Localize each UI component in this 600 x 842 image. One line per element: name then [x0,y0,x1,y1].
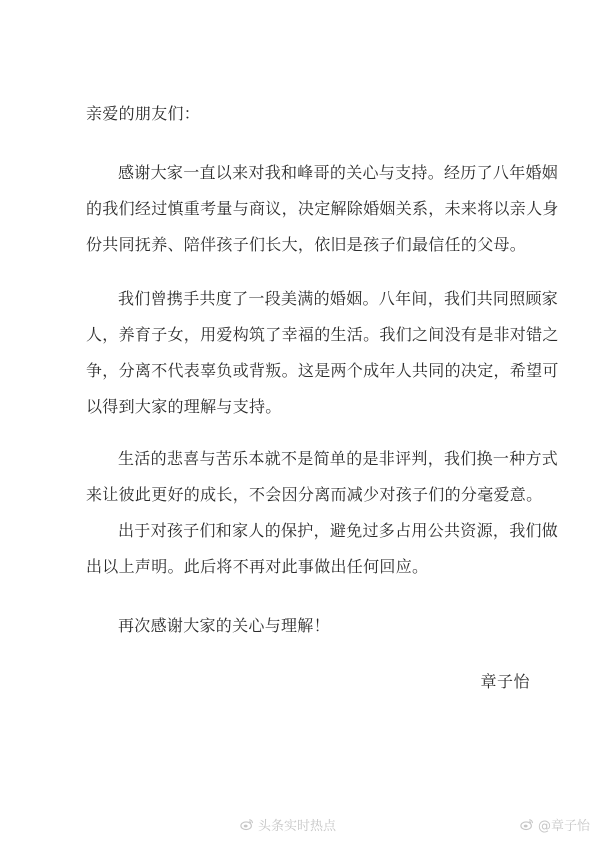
watermark-left [240,814,336,834]
watermark-right [520,814,590,834]
weibo-icon [240,817,254,831]
paragraph-line: 出以上声明。此后将不再对此事做出任何回应。 [86,557,429,576]
letter-paragraph-2 [86,281,559,425]
paragraph-line: 出于对孩子们和家人的保护，避免过多占用公共资源，我们做 [118,521,559,540]
paragraph-line: 以得到大家的理解与支持。 [86,397,282,416]
weibo-icon [520,817,534,831]
watermark-right-text: @章子怡 [538,818,591,834]
paragraph-line: 生活的悲喜与苦乐本就不是简单的是非评判，我们换一种方式 [118,449,559,468]
letter-paragraph-5 [86,608,516,644]
paragraph-line: 来让彼此更好的成长，不会因分离而减少对孩子们的分毫爱意。 [86,485,543,504]
letter-salutation: 亲爱的朋友们： [86,104,201,123]
letter-paragraph-1 [86,155,559,263]
paragraph-line: 感谢大家一直以来对我和峰哥的关心与支持。经历了八年婚姻 [118,163,559,182]
letter-paragraph-3 [86,441,559,513]
watermark-left-text: 头条实时热点 [258,818,337,834]
paragraph-line: 的我们经过慎重考量与商议，决定解除婚姻关系，未来将以亲人身 [86,199,559,218]
letter-signature: 章子怡 [480,672,530,691]
paragraph-line: 份共同抚养、陪伴孩子们长大，依旧是孩子们最信任的父母。 [86,235,527,254]
letter-paragraph-4 [86,513,559,585]
paragraph-line: 争，分离不代表辜负或背叛。这是两个成年人共同的决定，希望可 [86,361,559,380]
paragraph-line: 我们曾携手共度了一段美满的婚姻。八年间，我们共同照顾家 [118,289,559,308]
paragraph-line: 人，养育子女，用爱构筑了幸福的生活。我们之间没有是非对错之 [86,325,559,344]
paragraph-line: 再次感谢大家的关心与理解！ [118,616,330,635]
